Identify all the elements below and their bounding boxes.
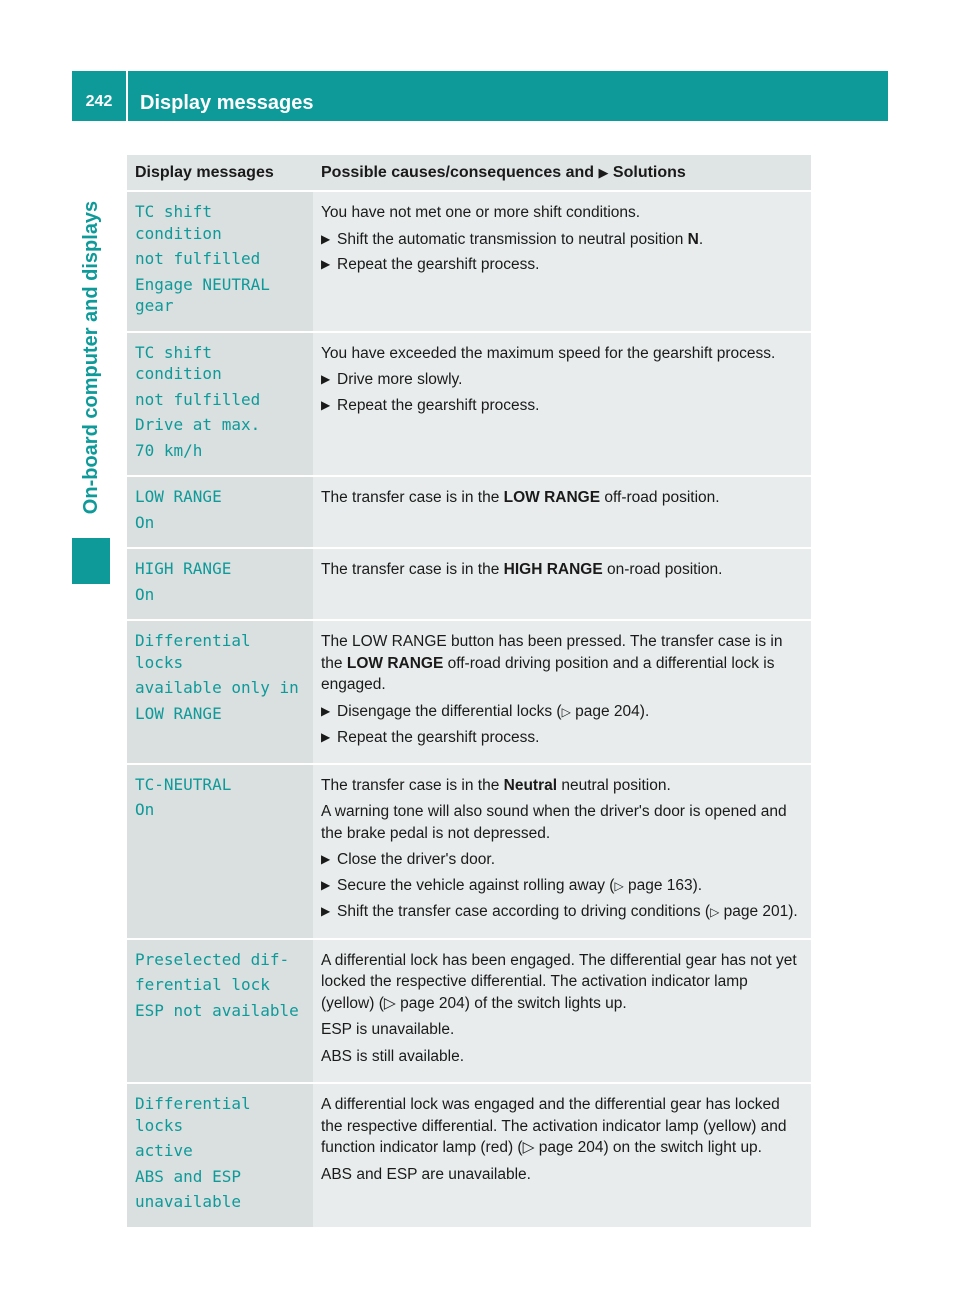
message-code-line: LOW RANGE <box>135 487 222 506</box>
page-reference-icon: ▷ <box>614 878 624 893</box>
step-arrow-icon: ▶ <box>321 852 331 866</box>
step-arrow-icon: ▶ <box>321 372 331 386</box>
message-code-line: ABS and ESP <box>135 1166 241 1186</box>
message-code-cell <box>127 1083 313 1228</box>
description-paragraph: You have exceeded the maximum speed for the gearshift process. <box>321 344 776 362</box>
message-code-line: active <box>135 1141 193 1160</box>
message-code-line: On <box>135 584 155 604</box>
message-code-cell <box>127 548 313 620</box>
description-paragraph: The transfer case is in the Neutral neutral position. <box>321 776 671 794</box>
description-emphasis: Neutral <box>503 776 558 794</box>
step-arrow-icon: ▶ <box>321 257 331 271</box>
table-row <box>127 191 811 332</box>
solution-arrow-icon: ▶ <box>598 164 609 180</box>
solution-step: ▶ Close the driver's door. <box>321 849 803 871</box>
solution-step: ▶ Drive more slowly. <box>321 369 803 391</box>
solution-step: ▶ Secure the vehicle against rolling away (▷ page 163). <box>321 875 803 898</box>
column-header-solutions-text: Solutions <box>612 163 686 181</box>
description-emphasis: LOW RANGE <box>503 489 601 506</box>
step-arrow-icon: ▶ <box>321 904 331 918</box>
solution-step: ▶ Disengage the differential locks (▷ page 204). <box>321 701 803 724</box>
message-code-cell <box>127 332 313 477</box>
message-code-line: HIGH RANGE <box>135 559 232 578</box>
description-paragraph: A differential lock has been engaged. The differential gear has not yet locked the respective differential. The activation indicator lamp (yellow) (▷ page 204) of the switch lights up. <box>321 951 797 1012</box>
table-row <box>127 1083 811 1228</box>
message-code-line: available only in <box>135 678 299 697</box>
description-paragraph: The LOW RANGE button has been pressed. The transfer case is in the LOW RANGE off-road driving position and a differential lock is engaged. <box>321 633 783 693</box>
table-row <box>127 548 811 620</box>
step-arrow-icon: ▶ <box>321 730 331 744</box>
solution-step: ▶ Repeat the gearshift process. <box>321 254 803 276</box>
column-header-messages: Display messages <box>127 155 313 191</box>
message-code-line: Engage NEUTRAL gear <box>135 274 270 315</box>
message-code-line: ferential lock <box>135 975 270 994</box>
side-section-marker <box>72 538 110 584</box>
page-number: 242 <box>85 93 113 110</box>
solution-step: ▶ Repeat the gearshift process. <box>321 395 803 417</box>
message-code-line: Differential locks <box>135 1094 251 1135</box>
message-description-cell <box>313 764 811 939</box>
description-paragraph: A warning tone will also sound when the driver's door is opened and the brake pedal is not depressed. <box>321 803 787 842</box>
message-code-line: TC shift condition <box>135 202 222 243</box>
side-section-tab <box>72 130 112 585</box>
page-reference-icon: ▷ <box>710 905 720 919</box>
message-code-line: Differential locks <box>135 631 251 672</box>
solution-step: ▶ Shift the automatic transmission to neutral position N. <box>321 229 803 251</box>
page-title: Display messages <box>140 92 314 114</box>
side-section-label: On-board computer and displays <box>80 200 103 515</box>
display-messages-table <box>127 155 811 1229</box>
header-divider <box>126 71 128 121</box>
message-description-cell <box>313 332 811 477</box>
step-arrow-icon: ▶ <box>321 397 331 412</box>
message-description-cell <box>313 939 811 1084</box>
description-paragraph: ESP is unavailable. <box>321 1021 455 1038</box>
message-code-cell <box>127 476 313 548</box>
description-paragraph: A differential lock was engaged and the differential gear has locked the respective differential. The activation indicator lamp (yellow) and function indicator lamp (red) (▷ page 204) on the switch light up. <box>321 1096 787 1156</box>
step-arrow-icon: ▶ <box>321 877 331 892</box>
message-code-line: TC-NEUTRAL <box>135 774 232 794</box>
description-paragraph: ABS is still available. <box>321 1047 465 1065</box>
message-description-cell <box>313 476 811 548</box>
step-arrow-icon: ▶ <box>321 231 331 246</box>
column-header-causes <box>313 155 811 191</box>
description-paragraph: The transfer case is in the LOW RANGE off-road position. <box>321 489 720 506</box>
message-code-line: not fulfilled <box>135 389 261 409</box>
message-code-line: LOW RANGE <box>135 703 222 723</box>
message-code-cell <box>127 939 313 1084</box>
table-header-row <box>127 155 811 191</box>
table-row <box>127 764 811 939</box>
message-code-cell <box>127 191 313 332</box>
step-arrow-icon: ▶ <box>321 703 331 718</box>
description-paragraph: The transfer case is in the HIGH RANGE on-road position. <box>321 561 723 578</box>
table-row <box>127 332 811 477</box>
table-row <box>127 620 811 764</box>
message-code-line: unavailable <box>135 1192 241 1211</box>
solution-step: ▶ Shift the transfer case according to driving conditions (▷ page 201). <box>321 901 803 924</box>
description-emphasis: HIGH RANGE <box>503 561 603 578</box>
page-reference-icon: ▷ <box>561 704 571 719</box>
message-description-cell <box>313 191 811 332</box>
message-code-line: On <box>135 512 155 532</box>
message-code-line: Drive at max. <box>135 415 261 434</box>
description-emphasis: LOW RANGE <box>346 654 444 672</box>
message-code-line: Preselected dif‐ <box>135 949 290 969</box>
description-paragraph: ABS and ESP are unavailable. <box>321 1165 531 1183</box>
message-code-line: TC shift condition <box>135 342 222 383</box>
table-row <box>127 476 811 548</box>
solution-step: ▶ Repeat the gearshift process. <box>321 727 803 749</box>
message-code-line: not fulfilled <box>135 249 261 268</box>
message-description-cell <box>313 548 811 620</box>
message-code-line: On <box>135 800 155 819</box>
message-code-cell <box>127 620 313 764</box>
step-emphasis: N <box>687 230 699 248</box>
description-paragraph: You have not met one or more shift conditions. <box>321 204 641 221</box>
message-code-line: ESP not available <box>135 1000 299 1020</box>
message-description-cell <box>313 620 811 764</box>
message-description-cell <box>313 1083 811 1228</box>
message-code-line: 70 km/h <box>135 440 203 460</box>
table-row <box>127 939 811 1084</box>
column-header-causes-text: Possible causes/consequences and <box>321 163 595 181</box>
message-code-cell <box>127 764 313 939</box>
